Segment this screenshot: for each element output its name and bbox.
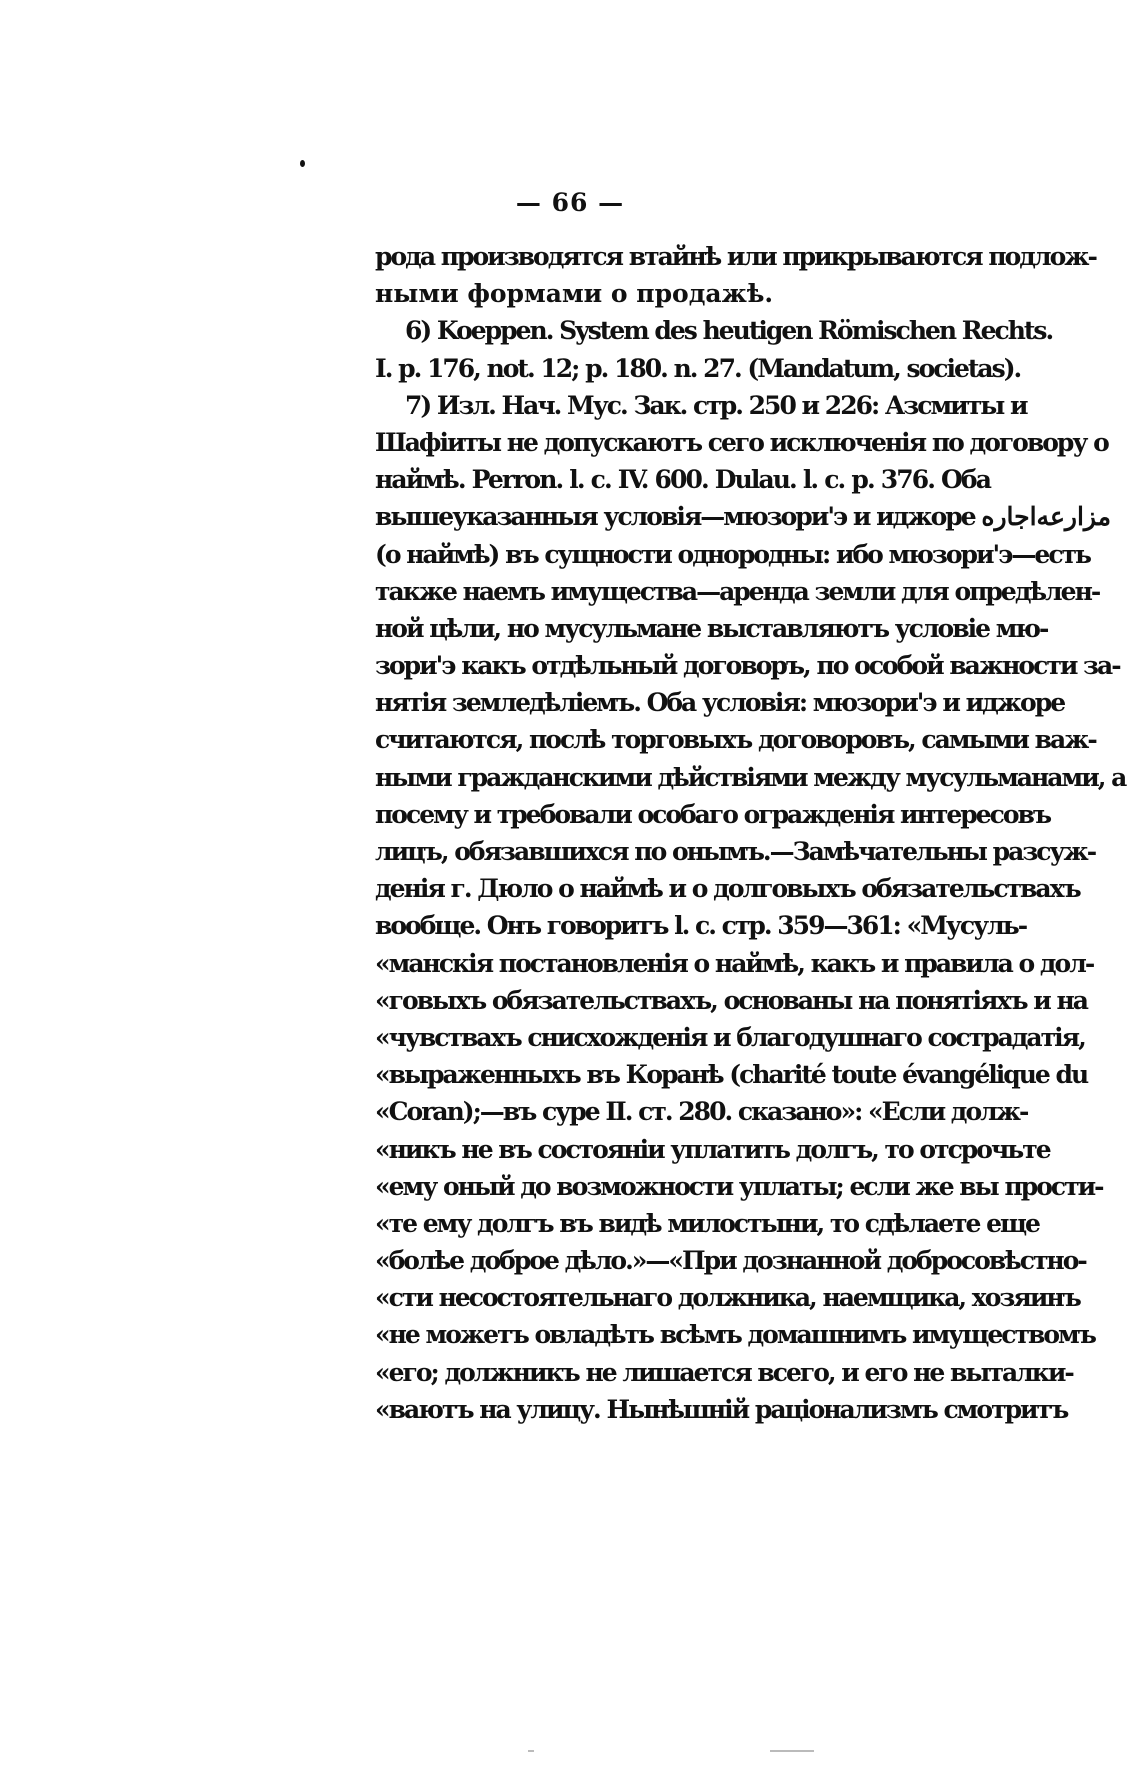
text-line: «манскія постановленія о наймѣ, какъ и правила о дол-: [375, 948, 1094, 978]
scan-marks: [0, 1750, 1140, 1754]
ink-speck: [300, 160, 305, 167]
text-line: считаются, послѣ торговыхъ договоровъ, самыми важ-: [375, 725, 1096, 755]
text-line: «чувствахъ снисхожденія и благодушнаго сострадатія,: [375, 1022, 1085, 1052]
text-line: посему и требовали особаго огражденія интересовъ: [375, 799, 1051, 829]
text-line: вышеуказанныя условія—мюзори'э и иджоре مزارعه‌اجاره: [375, 502, 1112, 532]
text-line: «говыхъ обязательствахъ, основаны на понятіяхъ и на: [375, 985, 1088, 1015]
page-number: — 66 —: [515, 188, 625, 217]
footnote-line: 7) Изл. Нач. Мус. Зак. стр. 250 и 226: Азсмиты и: [405, 390, 1027, 420]
text-line: «Coran);—въ суре II. ст. 280. сказано»: «Если долж-: [375, 1097, 1028, 1127]
text-line: «ваютъ на улицу. Нынѣшній раціонализмъ смотритъ: [375, 1394, 1068, 1424]
scan-mark: [770, 1750, 814, 1752]
text-line: нятія земледѣліемъ. Оба условія: мюзори'э и иджоре: [375, 688, 1065, 718]
text-line: ными гражданскими дѣйствіями между мусульманами, а: [375, 762, 1126, 792]
text-line: «выраженныхъ въ Коранѣ (charité toute évangélique du: [375, 1060, 1088, 1090]
text-line: «сти несостоятельнаго должника, наемщика, хозяинъ: [375, 1283, 1080, 1313]
text-line: ными формами о продажѣ.: [375, 279, 774, 309]
text-line: рода производятся втайнѣ или прикрываются подлож-: [375, 242, 1096, 271]
text-line: наймѣ. Perron. l. c. IV. 600. Dulau. l. c. p. 376. Оба: [375, 465, 990, 495]
text-line: вообще. Онъ говоритъ l. c. стр. 359—361: «Мусуль-: [375, 911, 1027, 941]
text-line: (о наймѣ) въ сущности однородны: ибо мюзори'э—есть: [375, 539, 1091, 569]
text-line: зори'э какъ отдѣльный договоръ, по особой важности за-: [375, 651, 1120, 681]
text-line: ной цѣли, но мусульмане выставляютъ условіе мю-: [375, 613, 1048, 643]
footnote-line: 6) Koeppen. System des heutigen Römischen Rechts.: [405, 316, 1053, 346]
text-line: «не можетъ овладѣть всѣмъ домашнимъ имуществомъ: [375, 1320, 1095, 1350]
text-line: «ему оный до возможности уплаты; если же вы прости-: [375, 1171, 1103, 1201]
text-line: «никъ не въ состояніи уплатить долгъ, то отсрочьте: [375, 1134, 1050, 1164]
body-text: [375, 238, 1126, 1428]
text-line: также наемъ имущества—аренда земли для опредѣлен-: [375, 576, 1100, 606]
text-line: «болѣе доброе дѣло.»—«При дознанной добросовѣстно-: [375, 1246, 1086, 1276]
scan-mark: [528, 1750, 534, 1752]
text-line: «те ему долгъ въ видѣ милостыни, то сдѣлаете еще: [375, 1208, 1039, 1238]
text-line: «его; должникъ не лишается всего, и его не выталки-: [375, 1357, 1073, 1387]
text-line: Шафіиты не допускаютъ сего исключенія по договору о: [375, 427, 1108, 457]
text-line: I. p. 176, not. 12; p. 180. n. 27. (Mandatum, societas).: [375, 353, 1021, 383]
text-line: денія г. Дюло о наймѣ и о долговыхъ обязательствахъ: [375, 874, 1080, 904]
text-line: лицъ, обязавшихся по онымъ.—Замѣчательны разсуж-: [375, 837, 1096, 866]
